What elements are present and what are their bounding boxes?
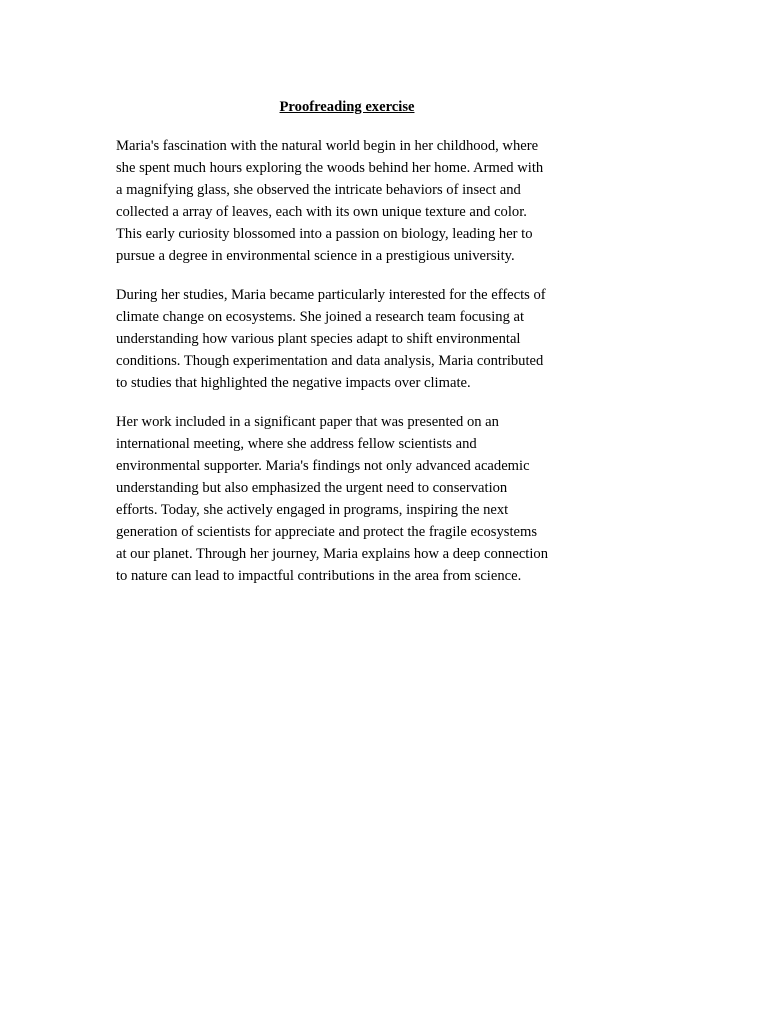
paragraph-line: Her work included in a significant paper that was presented on an [116, 414, 499, 430]
paragraph-line: conditions. Though experimentation and data analysis, Maria contributed [116, 353, 544, 369]
paragraph-line: understanding how various plant species adapt to shift environmental [116, 331, 521, 347]
paragraph-line: This early curiosity blossomed into a passion on biology, leading her to [116, 226, 533, 242]
paragraph-line: generation of scientists for appreciate and protect the fragile ecosystems [116, 524, 538, 540]
paragraph-line: she spent much hours exploring the woods behind her home. Armed with [116, 160, 544, 176]
paragraph-line: climate change on ecosystems. She joined a research team focusing at [116, 309, 525, 325]
paragraph-line: to nature can lead to impactful contributions in the area from science. [116, 568, 522, 584]
paragraph-1 [116, 135, 588, 267]
paragraph-line: collected a array of leaves, each with its own unique texture and color. [116, 204, 527, 220]
paragraph-line: understanding but also emphasized the urgent need to conservation [116, 480, 508, 496]
paragraph-line: During her studies, Maria became particularly interested for the effects of [116, 287, 546, 303]
paragraph-2 [116, 284, 588, 394]
document-title: Proofreading exercise [279, 99, 415, 115]
paragraph-line: pursue a degree in environmental science in a prestigious university. [116, 248, 515, 264]
paragraph-line: Maria's fascination with the natural world begin in her childhood, where [116, 138, 539, 154]
paragraph-line: international meeting, where she address fellow scientists and [116, 436, 477, 452]
document-body [116, 96, 588, 604]
paragraph-line: at our planet. Through her journey, Maria explains how a deep connection [116, 546, 548, 562]
paragraph-line: environmental supporter. Maria's findings not only advanced academic [116, 458, 530, 474]
paragraph-line: a magnifying glass, she observed the intricate behaviors of insect and [116, 182, 521, 198]
paragraph-line: efforts. Today, she actively engaged in programs, inspiring the next [116, 502, 509, 518]
paragraph-line: to studies that highlighted the negative impacts over climate. [116, 375, 471, 391]
paragraph-3 [116, 411, 588, 587]
